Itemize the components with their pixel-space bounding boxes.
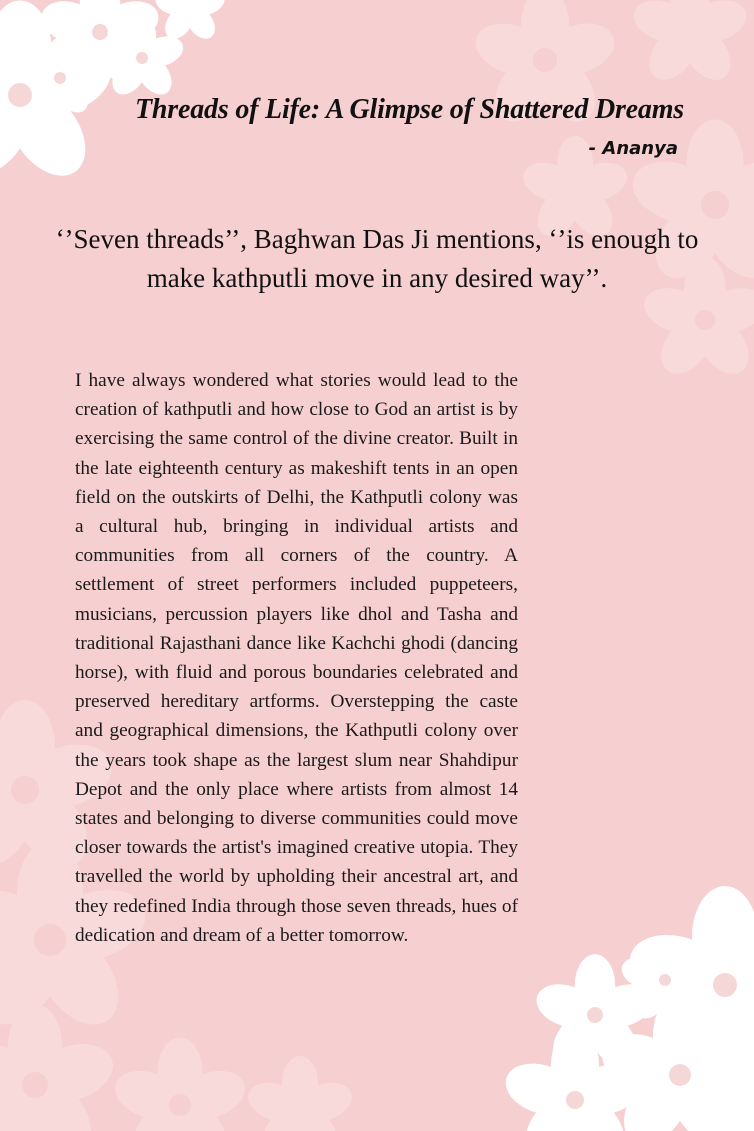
flower-cluster-icon [499, 886, 754, 1131]
document-title: Threads of Life: A Glimpse of Shattered Dreams [135, 94, 684, 125]
pull-quote: ‘’Seven threads’’, Baghwan Das Ji mentions, ‘’is enough to make kathputli move in any desired way’’. [55, 224, 699, 293]
body-paragraph: I have always wondered what stories would lead to the creation of kathputli and how close to God an artist is by exercising the same control of the divine creator. Built in the late eighteenth century as makeshift tents in an open field on the outskirts of Delhi, the Kathputli colony was a cultural hub, bringing in individual artists and communities from all corners of the country. A settlement of street performers included puppeteers, musicians, percussion players like dhol and Tasha and traditional Rajasthani dance like Kachchi ghodi (dancing horse), with fluid and porous boundaries celebrated and preserved hereditary artforms. Overstepping the caste and geographical dimensions, the Kathputli colony over the years took shape as the largest slum near Shahdipur Depot and the only place where artists from almost 14 states and belonging to diverse communities could move closer towards the artist's imagined creative utopia. They travelled the world by upholding their ancestral art, and they redefined India through those seven threads, hues of dedication and dream of a better tomorrow. [75, 370, 518, 946]
author-byline: - Ananya [588, 138, 678, 159]
